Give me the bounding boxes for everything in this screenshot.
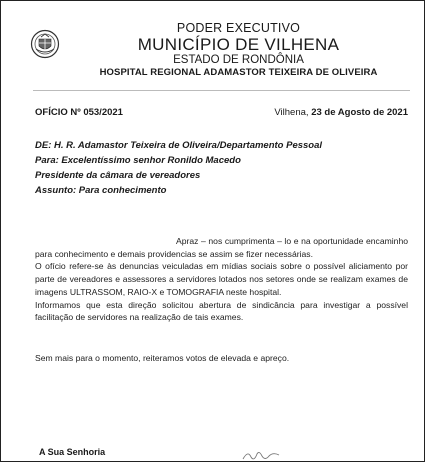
coat-of-arms-icon xyxy=(30,29,60,59)
body-paragraph-3: Informamos que esta direção solicitou abertura de sindicância para investigar a possível facilitação de servidores na realização de tais exames. xyxy=(35,299,408,323)
letter-date xyxy=(274,107,408,118)
sender-line: DE: H. R. Adamastor Teixeira de Oliveira/Departamento Pessoal xyxy=(35,140,323,151)
letter-meta xyxy=(35,138,322,198)
state-title: ESTADO DE RONDÔNIA xyxy=(173,54,304,66)
header-divider xyxy=(33,90,410,91)
body-paragraph-1: Apraz – nos cumprimenta – lo e na oportunidade encaminho para conhecimento e demais providencias se assim se fizer necessárias. xyxy=(35,236,408,259)
addressee-label: A Sua Senhoria xyxy=(39,447,106,457)
executive-branch-title: PODER EXECUTIVO xyxy=(176,21,301,35)
signature-icon xyxy=(241,447,281,462)
closing-line: Sem mais para o momento, reiteramos votos de elevada e apreço. xyxy=(35,353,290,363)
hospital-title: HOSPITAL REGIONAL ADAMASTOR TEIXEIRA DE OLIVEIRA xyxy=(99,67,378,78)
date-prefix: Vilhena, xyxy=(274,107,312,118)
subject-line: Assunto: Para conhecimento xyxy=(35,185,167,196)
recipient-role-line: Presidente da câmara de vereadores xyxy=(35,170,201,181)
letterhead xyxy=(61,21,416,79)
letter-number: OFÍCIO Nº 053/2021 xyxy=(35,107,123,118)
date-value: 23 de Agosto de 2021 xyxy=(311,107,408,118)
recipient-line: Para: Excelentíssimo senhor Ronildo Macedo xyxy=(35,155,241,166)
letter-body xyxy=(35,235,408,324)
body-paragraph-2: O ofício refere-se às denuncias veiculadas em mídias sociais sobre o possível aliciamento por parte de vereadores e assessores a servidores lotados nos setores onde se realizam exames de imagens ULTRASSOM, RAIO-X e TOMOGRAFIA neste hospital. xyxy=(35,261,408,297)
municipality-title: MUNICÍPIO DE VILHENA xyxy=(137,35,340,54)
